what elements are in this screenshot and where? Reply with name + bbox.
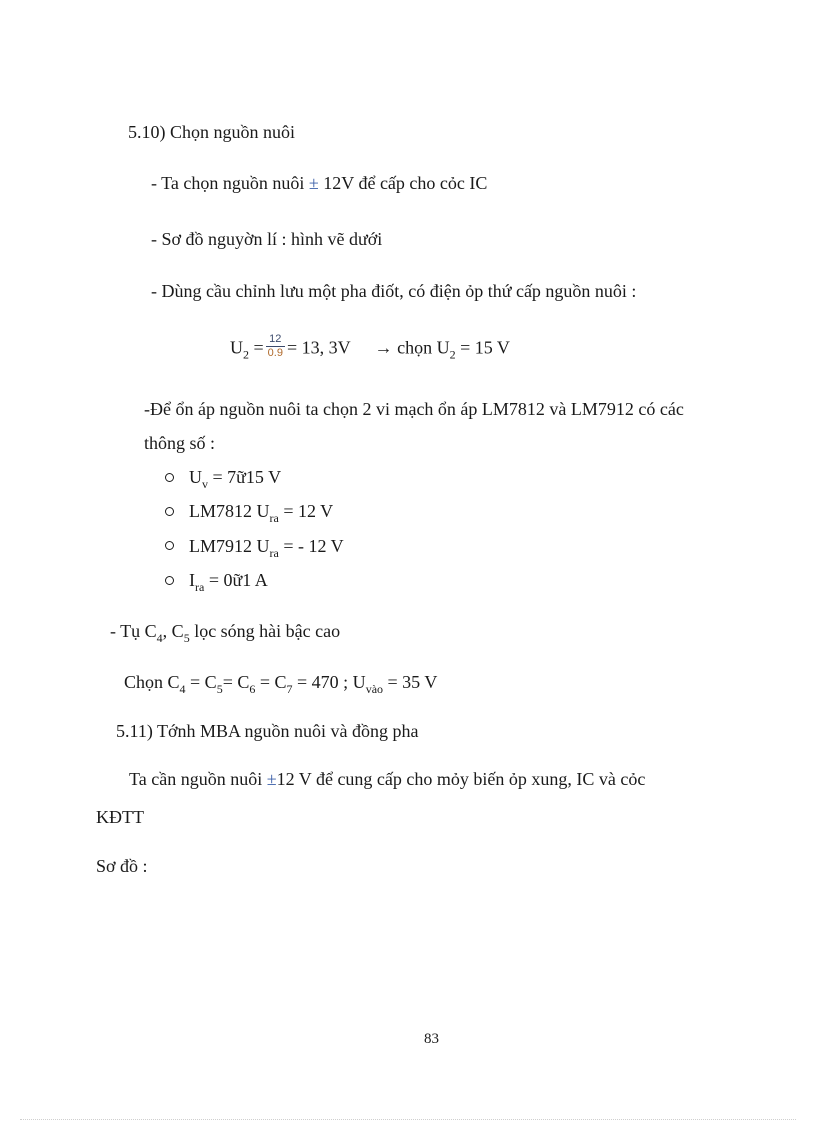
text-b: 12 V để cung cấp cho mỏy biến ỏp xung, IC và cỏc	[276, 769, 646, 789]
item-pre: LM7912 U	[189, 536, 270, 556]
subscript: 4	[179, 682, 186, 696]
item-post: = 7ữ15 V	[208, 467, 282, 487]
text: = C	[185, 672, 217, 692]
item-pre: LM7812 U	[189, 501, 270, 521]
page-number: 83	[424, 1031, 439, 1047]
subscript: ra	[195, 580, 205, 594]
capacitor-choice	[124, 672, 438, 696]
list-item	[189, 467, 282, 491]
item-post: = - 12 V	[278, 536, 344, 556]
subscript: v	[202, 477, 208, 491]
subscript: vào	[365, 682, 384, 696]
bullet-icon	[165, 473, 174, 482]
text: Chọn C	[124, 672, 180, 692]
fraction	[266, 333, 285, 360]
footer-divider	[20, 1119, 796, 1120]
text: , C	[162, 621, 184, 641]
plus-minus-sign: ±	[266, 769, 277, 789]
section-5-11-heading: 5.11) Tớnh MBA nguồn nuôi và đồng pha	[116, 721, 419, 741]
list-item	[189, 501, 334, 525]
list-item	[189, 570, 268, 594]
item-post: = 0ữ1 A	[204, 570, 268, 590]
item-pre: I	[189, 570, 195, 590]
text: = 470 ; U	[292, 672, 366, 692]
fraction-denominator: 0.9	[267, 347, 283, 359]
text-b: 12V để cấp cho cỏc IC	[318, 173, 488, 193]
subscript: ra	[269, 511, 279, 525]
subscript: 2	[449, 347, 456, 362]
formula-choice: = 15 V	[455, 337, 510, 358]
fraction-numerator: 12	[266, 333, 285, 347]
section-5-10-heading: 5.10) Chọn nguồn nuôi	[128, 122, 296, 142]
transformer-line	[129, 770, 645, 788]
formula-arrow-choice: → chọn U	[374, 337, 450, 358]
subscript: 5	[183, 631, 190, 645]
stabilizer-intro-2: thông số :	[144, 433, 216, 453]
text: = 35 V	[383, 672, 438, 692]
bullet-icon	[165, 576, 174, 585]
text: lọc sóng hài bậc cao	[189, 621, 341, 641]
stabilizer-intro-1: -Để ổn áp nguồn nuôi ta chọn 2 vi mạch ổn áp LM7812 và LM7912 có các	[144, 399, 684, 419]
item-pre: U	[189, 467, 202, 487]
schematic-line: - Sơ đồ nguyờn lí : hình vẽ dưới	[151, 229, 383, 249]
rectifier-line: - Dùng cầu chỉnh lưu một pha điốt, có điện ỏp thứ cấp nguồn nuôi :	[151, 281, 637, 301]
text: - Tụ C	[110, 621, 157, 641]
subscript: 2	[243, 347, 249, 362]
diagram-label: Sơ đồ :	[96, 856, 148, 876]
kdtt-line: KĐTT	[96, 807, 144, 827]
text-a: Ta cần nguồn nuôi	[129, 769, 267, 789]
u-symbol: U	[230, 337, 243, 358]
subscript: ra	[269, 546, 279, 560]
text: = C	[255, 672, 287, 692]
power-supply-line	[151, 174, 487, 192]
voltage-formula	[230, 333, 510, 363]
formula-result: = 13, 3V	[286, 337, 351, 358]
item-post: = 12 V	[278, 501, 334, 521]
subscript: 6	[249, 682, 256, 696]
bullet-icon	[165, 507, 174, 516]
subscript: 4	[156, 631, 163, 645]
text-a: - Ta chọn nguồn nuôi	[151, 173, 309, 193]
text: = C	[222, 672, 250, 692]
bullet-icon	[165, 541, 174, 550]
capacitor-line	[110, 621, 341, 645]
list-item	[189, 536, 344, 560]
plus-minus-sign: ±	[308, 173, 319, 193]
equals: =	[249, 337, 264, 358]
subscript: 7	[286, 682, 293, 696]
subscript: 5	[216, 682, 223, 696]
